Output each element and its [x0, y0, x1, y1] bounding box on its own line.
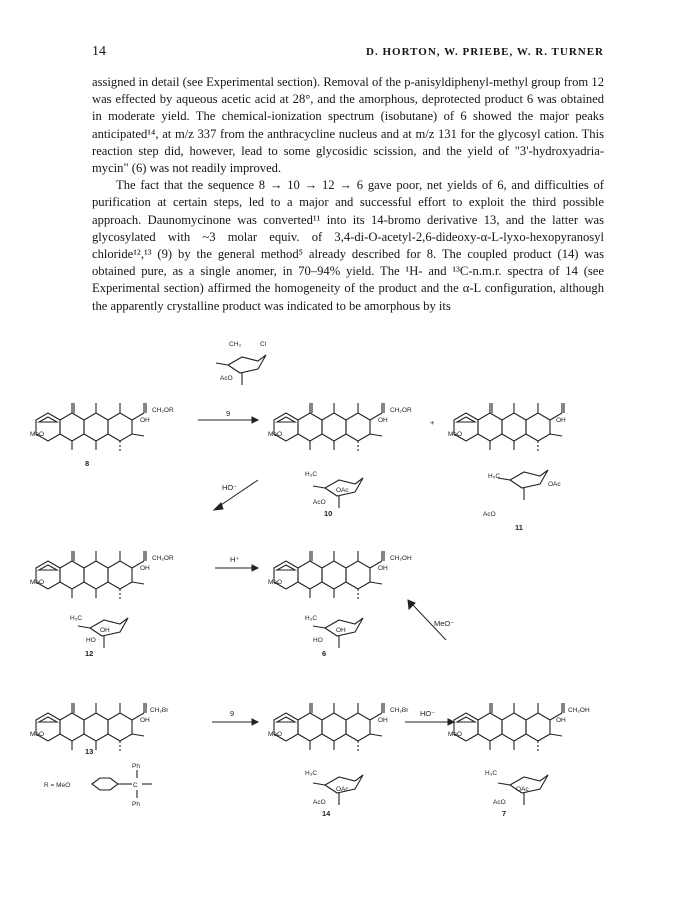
- paragraph-2: The fact that the sequence 8 → 10 → 12 → 6 gave poor, net yields of 6, and difficulties of purification at certain steps, led to a major and successful effort to exploit the third possible approach. Daunomycinone was converted¹¹ into its 14-bromo derivative 13, and the latter was glycosylated with ~3 molar equiv. of 3,4-di-O-acetyl-2,6-dideoxy-α-L-lyxo-hexopyranosyl chloride¹²,¹³ (9) by the general method⁵ already described for 8. The coupled product (14) was obtained pure, as a single anomer, in 70–94% yield. The ¹H- and ¹³C-n.m.r. spectra of 14 (see Experimental section) affirmed the homogeneity of the product and the α-L configuration, although the apparently crystalline product was indicated to be amorphous by its: [92, 178, 604, 313]
- page-number: 14: [92, 44, 106, 59]
- label-oh-7: OH: [556, 717, 566, 724]
- label-meo-11: MeO: [448, 431, 463, 438]
- label-h3c-14: H₃C: [305, 770, 318, 777]
- label-ch2br-14: CH₂Br: [390, 707, 409, 714]
- label-oh-12: OH: [140, 565, 150, 572]
- compound-number-14: 14: [322, 809, 331, 818]
- compound-8: [36, 403, 146, 452]
- label-h3c-6: H₃C: [305, 615, 318, 622]
- label-oac-14: OAc: [336, 786, 349, 793]
- label-meo-14: MeO: [268, 731, 283, 738]
- label-ph-top: Ph: [132, 763, 140, 770]
- label-oac-7: OAc: [516, 786, 529, 793]
- compound-number-12: 12: [85, 649, 94, 658]
- label-oh-10: OH: [378, 417, 388, 424]
- reagent-hydroxide: HO⁻: [222, 483, 238, 492]
- label-oh-14: OH: [378, 717, 388, 724]
- label-oh-sugar-6: OH: [336, 627, 346, 634]
- compound-7: [454, 703, 564, 752]
- plus-sign: +: [430, 418, 435, 427]
- label-meo-8: MeO: [30, 431, 45, 438]
- compound-number-6: 6: [322, 649, 327, 658]
- compound-6: [274, 551, 384, 600]
- label-h3c-11: H₃C: [488, 473, 501, 480]
- label-ph-bottom: Ph: [132, 801, 140, 808]
- label-h3c-7: H₃C: [485, 770, 498, 777]
- r-group-structure: [92, 770, 152, 798]
- label-oh-sugar-12: OH: [100, 627, 110, 634]
- reagent-acid: H⁺: [230, 555, 240, 564]
- label-oh-13: OH: [140, 717, 150, 724]
- label-meo-7: MeO: [448, 731, 463, 738]
- label-oac-10: OAc: [336, 487, 349, 494]
- running-authors: D. HORTON, W. PRIEBE, W. R. TURNER: [366, 46, 604, 58]
- label-ch2or-12: CH₂OR: [152, 555, 174, 562]
- label-aco-10: AcO: [313, 499, 326, 506]
- label-cl-9: Cl: [260, 341, 267, 348]
- label-aco-7: AcO: [493, 799, 506, 806]
- label-aco-11: AcO: [483, 511, 496, 518]
- label-oh-6: OH: [378, 565, 388, 572]
- label-h3c-12: H₃C: [70, 615, 83, 622]
- label-meo-6: MeO: [268, 579, 283, 586]
- label-ho-6: HO: [313, 637, 323, 644]
- compound-number-10: 10: [324, 509, 333, 518]
- label-ch2oh-6: CH₂OH: [390, 555, 412, 562]
- label-ch2br-13: CH₂Br: [150, 707, 169, 714]
- compound-number-8: 8: [85, 459, 90, 468]
- label-c-r: C: [133, 782, 138, 789]
- compound-13: [36, 703, 146, 752]
- label-ch2or-8: CH₂OR: [152, 407, 174, 414]
- compound-10: [274, 403, 384, 452]
- label-oac-11: OAc: [548, 481, 561, 488]
- reagent-methoxide: MeO⁻: [434, 619, 455, 628]
- compound-14: [274, 703, 384, 752]
- label-r-definition: R = MeO: [44, 782, 71, 789]
- label-oh-8: OH: [140, 417, 150, 424]
- compound-number-11: 11: [515, 523, 523, 532]
- label-meo-13: MeO: [30, 731, 45, 738]
- label-ho-12: HO: [86, 637, 96, 644]
- label-meo-12: MeO: [30, 579, 45, 586]
- label-h3c-10: H₃C: [305, 471, 318, 478]
- label-ch2or-10: CH₂OR: [390, 407, 412, 414]
- compound-12: [36, 551, 146, 600]
- reagent-hydrolysis: HO⁻: [420, 709, 436, 718]
- reagent-9-bottom: 9: [230, 709, 235, 718]
- label-oh-11: OH: [556, 417, 566, 424]
- label-meo-10: MeO: [268, 431, 283, 438]
- label-ch3-9: CH₃: [229, 341, 242, 348]
- reagent-9-top: 9: [226, 409, 231, 418]
- label-ch2oh-7: CH₂OH: [568, 707, 590, 714]
- compound-11: [454, 403, 564, 452]
- reaction-arrows: [198, 417, 454, 725]
- label-aco-14: AcO: [313, 799, 326, 806]
- paragraph-1: assigned in detail (see Experimental section). Removal of the p-anisyldiphenyl-methyl group from 12 was effected by aqueous acetic acid at 28°, and the amorphous, deprotected product 6 was obtained in moderate yield. The chemical-ionization spectrum (isobutane) of 6 showed the major peaks anticipated¹⁴, at m/z 337 from the anthracycline nucleus and at m/z 131 for the glycosyl cation. This reaction step did, however, lead to some glycosidic scission, and the yield of "3'-hydroxyadria-mycin" (6) was not readily improved.: [92, 75, 604, 176]
- compound-number-13: 13: [85, 747, 94, 756]
- compound-number-7: 7: [502, 809, 507, 818]
- label-aco-9: AcO: [220, 375, 233, 382]
- sugar-11: [498, 470, 548, 500]
